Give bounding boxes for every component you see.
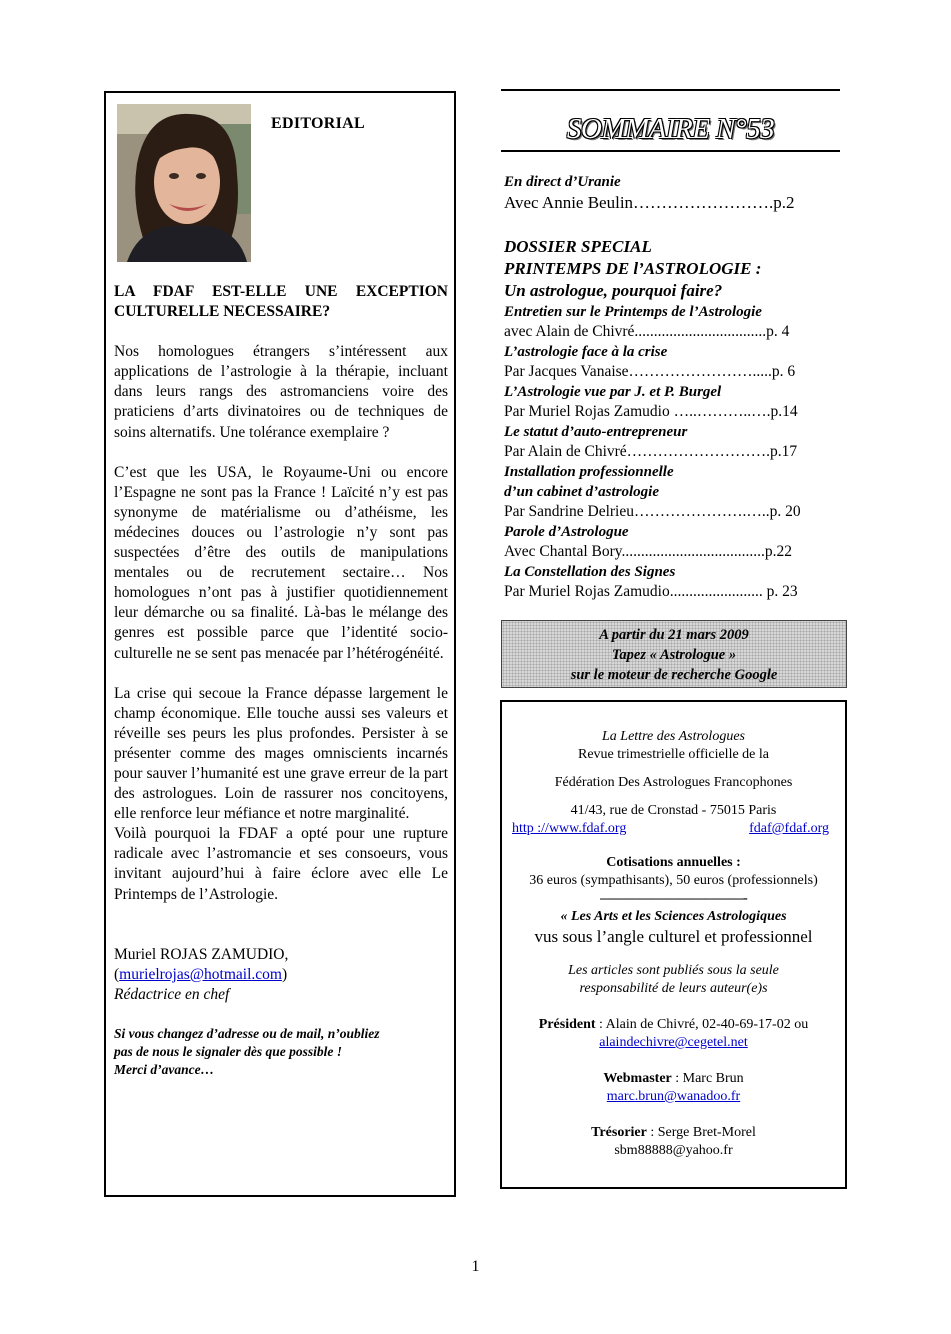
editorial-headline: LA FDAF EST-ELLE UNE EXCEPTION CULTURELLE NECESSAIRE? — [114, 283, 448, 321]
editorial-paragraph-4: Voilà pourquoi la FDAF a opté pour une rupture radicale avec l’astromancie et ses consoeurs, vous invitant aujourd’hui à faire éclore avec elle Le Printemps de l’Astrologie. — [114, 825, 448, 903]
fdaf-email-link[interactable]: fdaf@fdaf.org — [749, 821, 829, 836]
publication-info-box — [500, 700, 847, 1189]
banner-line-2: Tapez « Astrologue » — [611, 647, 737, 663]
website-link[interactable]: http ://www.fdaf.org — [512, 821, 627, 836]
toc-section-heading: Parole d’Astrologue — [504, 524, 629, 540]
signature-contact — [114, 965, 448, 985]
toc-entry: Avec Chantal Bory.....................................p.22 — [504, 543, 793, 560]
toc-section-heading: Un astrologue, pourquoi faire? — [504, 281, 723, 300]
webmaster-text: : Marc Brun — [671, 1071, 744, 1086]
editorial-title: EDITORIAL — [271, 115, 365, 132]
toc-section-heading: L’astrologie face à la crise — [504, 344, 668, 360]
disclaimer-line-2: responsabilité de leurs auteur(e)s — [579, 981, 768, 996]
toc-section-heading: La Constellation des Signes — [504, 564, 676, 580]
editorial-box — [104, 91, 456, 1197]
toc-entry: Par Sandrine Delrieu………………….…..p. 20 — [504, 503, 801, 520]
tresorier-line — [502, 1124, 845, 1142]
toc-section-heading: Installation professionnelle — [504, 464, 674, 480]
toc-section-heading: En direct d’Uranie — [504, 174, 621, 190]
federation-name: Fédération Des Astrologues Francophones — [554, 775, 793, 790]
disclaimer-line-1: Les articles sont publiés sous la seule — [568, 963, 779, 978]
toc-section-heading: DOSSIER SPECIAL — [504, 237, 652, 256]
publication-subtitle: Revue trimestrielle officielle de la — [578, 747, 769, 762]
signature-role: Rédactrice en chef — [114, 985, 230, 1003]
cotisations-label: Cotisations annuelles : — [606, 855, 741, 870]
note-line-1: Si vous changez d’adresse ou de mail, n’oubliez — [114, 1025, 380, 1041]
editor-photo — [117, 104, 251, 262]
signature-name: Muriel ROJAS ZAMUDIO, — [114, 945, 289, 963]
tresorier-email: sbm88888@yahoo.fr — [614, 1143, 733, 1158]
president-label: Président — [538, 1017, 596, 1032]
tresorier-text: : Serge Bret-Morel — [646, 1125, 756, 1140]
tresorier-label: Trésorier — [591, 1125, 647, 1140]
sommaire-title: SOMMAIRE N°53 — [566, 113, 775, 145]
webmaster-line — [502, 1070, 845, 1088]
toc-entry: Avec Annie Beulin…………………….p.2 — [504, 193, 795, 212]
editorial-paragraph-3: La crise qui secoue la France dépasse largement le champ économique. Elle touche aussi ses valeurs et réveille ses peurs les plus profondes. Persister à se présenter comme des mages omniscients incarnés pour sauver l’humanité est une grave erreur de la part des astrologues. Loin de rassurer nos concitoyens, elle renforce leur méfiance et notre marginalité. — [114, 684, 448, 823]
contact-links-row — [502, 820, 845, 838]
banner-line-1: A partir du 21 mars 2009 — [599, 627, 749, 643]
toc-entry: Par Muriel Rojas Zamudio........................ p. 23 — [504, 583, 798, 600]
table-of-contents — [504, 172, 840, 602]
president-email-link[interactable]: alaindechivre@cegetel.net — [599, 1035, 748, 1050]
toc-spacer — [504, 214, 840, 236]
signature-close-paren: ) — [281, 965, 288, 983]
toc-section-heading: Le statut d’auto-entrepreneur — [504, 424, 688, 440]
note-line-3: Merci d’avance… — [114, 1061, 215, 1077]
toc-entry: Par Alain de Chivré……………………….p.17 — [504, 443, 798, 460]
toc-section-heading: L’Astrologie vue par J. et P. Burgel — [504, 384, 722, 400]
sommaire-bottom-rule — [501, 150, 840, 152]
cotisations-text: 36 euros (sympathisants), 50 euros (professionnels) — [529, 873, 818, 888]
toc-entry: Par Muriel Rojas Zamudio …..………..….p.14 — [504, 403, 798, 420]
toc-section-heading: PRINTEMPS DE l’ASTROLOGIE : — [504, 259, 762, 278]
webmaster-label: Webmaster — [603, 1071, 672, 1086]
editorial-paragraph-2: C’est que les USA, le Royaume-Uni ou encore l’Espagne ne sont pas la France ! Laïcité n’y est pas synonyme de matérialisme ou d’athéisme, les médecines douces ou l’astrologie n’y sont pas suspectées d’être des outils de manipulations mentales ou de recrutement sectaire… Nos homologues n’ont pas à justifier quotidiennement leur démarche ou sa finalité. Là-bas le mélange des genres est possible parce que l’identité socio-culturelle ne se sent pas menacée par l’hétérogénéité. — [114, 463, 448, 662]
google-banner — [501, 620, 847, 688]
divider: ———————————- — [600, 891, 747, 906]
motto-line-1: « Les Arts et les Sciences Astrologiques — [560, 909, 787, 924]
president-line — [502, 1016, 845, 1034]
webmaster-email-link[interactable]: marc.brun@wanadoo.fr — [606, 1089, 741, 1104]
signature-open-paren: ( — [114, 965, 120, 983]
editorial-body — [114, 282, 448, 1079]
toc-entry: Par Jacques Vanaise…………………….....p. 6 — [504, 363, 796, 380]
publication-name: La Lettre des Astrologues — [602, 729, 745, 744]
sommaire-top-rule — [501, 89, 840, 91]
toc-entry: avec Alain de Chivré..................................p. 4 — [504, 323, 790, 340]
note-line-2: pas de nous le signaler dès que possible ! — [114, 1043, 343, 1059]
president-text: : Alain de Chivré, 02-40-69-17-02 ou — [595, 1017, 809, 1032]
editorial-paragraph-1: Nos homologues étrangers s’intéressent aux applications de l’astrologie à la thérapie, incluant dans leurs rangs des astromanciens voire des praticiens d’arts divinatoires ou de techniques de soins alternatifs. Une tolérance exemplaire ? — [114, 343, 448, 441]
federation-address: 41/43, rue de Cronstad - 75015 Paris — [570, 803, 777, 818]
toc-section-heading: Entretien sur le Printemps de l’Astrologie — [504, 304, 762, 320]
banner-line-3: sur le moteur de recherche Google — [570, 667, 778, 683]
toc-section-heading: d’un cabinet d’astrologie — [504, 484, 660, 500]
signature-email-link[interactable]: murielrojas@hotmail.com — [119, 965, 282, 983]
page-number: 1 — [471, 1258, 480, 1275]
motto-line-2: vus sous l’angle culturel et professionnel — [534, 927, 813, 946]
